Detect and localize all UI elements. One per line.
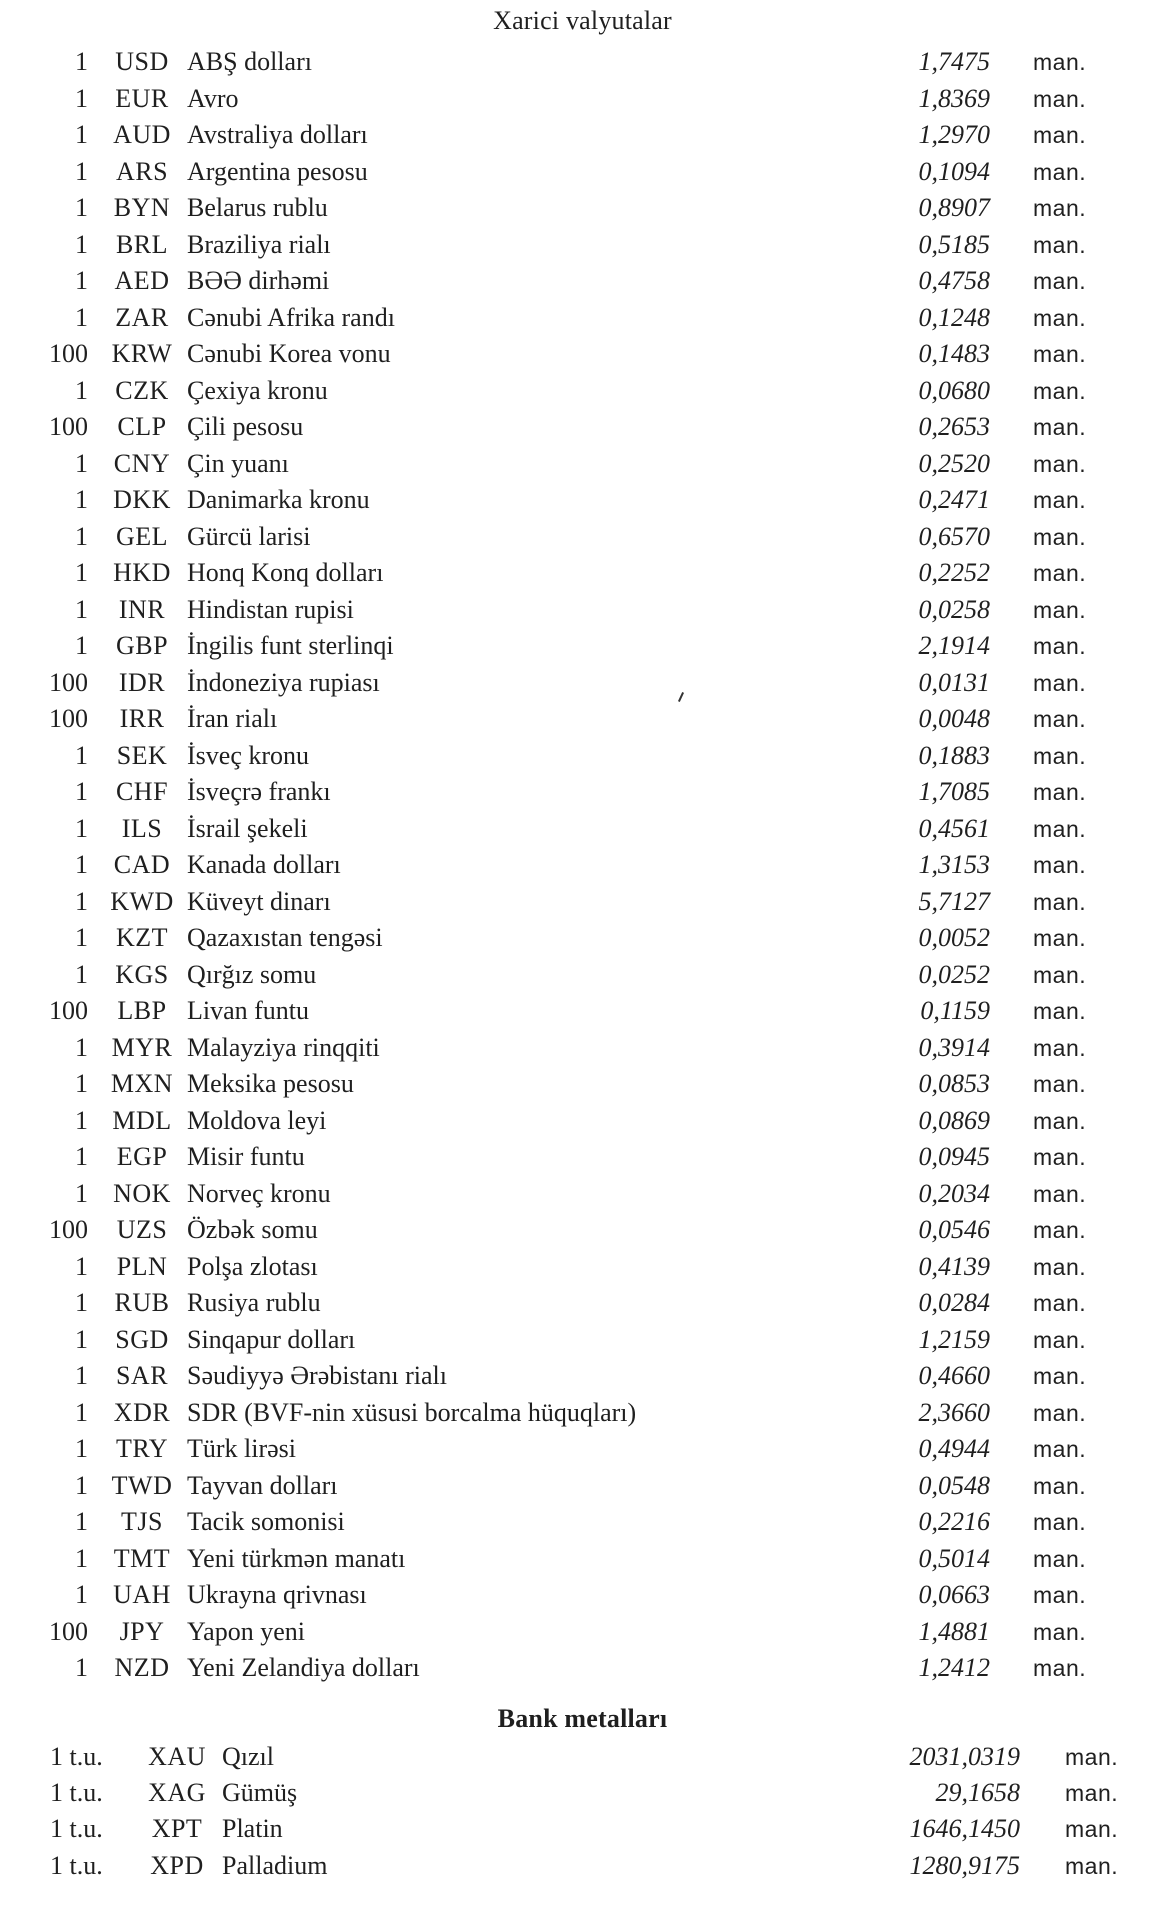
exchange-rate-cell: 2031,0319: [909, 1742, 1020, 1771]
currency-code-cell: BRL: [115, 229, 169, 259]
exchange-rate-cell: 0,0945: [918, 1142, 990, 1171]
currency-name-cell: Hindistan rupisi: [187, 594, 354, 624]
unit-cell: man.: [1033, 85, 1087, 112]
rate-row: [0, 1739, 1165, 1775]
nominal-cell: 1: [75, 777, 88, 806]
currency-code-cell: UAH: [113, 1580, 171, 1609]
nominal-cell: 100: [49, 339, 88, 368]
rate-row: [0, 774, 1165, 811]
nominal-cell: 1: [75, 302, 88, 332]
nominal-cell: 1: [75, 47, 88, 76]
currency-name-cell: Gürcü larisi: [187, 521, 311, 551]
currency-code-cell: AED: [114, 266, 170, 295]
currency-code-cell: IDR: [118, 667, 166, 697]
unit-cell: man.: [1033, 1180, 1087, 1207]
nominal-cell: 100: [49, 412, 88, 441]
currency-name-cell: İsrail şekeli: [187, 813, 308, 843]
unit-cell: man.: [1033, 815, 1087, 842]
rate-row: [0, 300, 1165, 337]
currency-name-cell: Avstraliya dolları: [187, 120, 368, 149]
currency-code-cell: IRR: [119, 704, 165, 733]
currency-code-cell: XPD: [150, 1850, 204, 1880]
currency-name-cell: Avro: [187, 83, 239, 113]
rate-row: [0, 1285, 1165, 1322]
unit-cell: man.: [1033, 1290, 1087, 1316]
currency-name-cell: Braziliya rialı: [187, 229, 331, 259]
unit-cell: man.: [1065, 1816, 1119, 1843]
currency-name-cell: Çexiya kronu: [187, 375, 328, 405]
currency-code-cell: RUB: [114, 1288, 170, 1317]
currency-code-cell: ZAR: [115, 302, 169, 332]
rate-row: [0, 592, 1165, 629]
rate-row: [0, 701, 1165, 738]
exchange-rate-cell: 1280,9175: [909, 1850, 1020, 1880]
exchange-rate-cell: 1646,1450: [909, 1814, 1020, 1844]
currency-code-cell: MXN: [110, 1069, 174, 1098]
unit-cell: man.: [1033, 1034, 1087, 1061]
exchange-rate-cell: 0,1094: [918, 156, 990, 186]
rate-row: [0, 1577, 1165, 1614]
rate-row: [0, 1811, 1165, 1847]
exchange-rate-cell: 1,2970: [918, 120, 990, 149]
exchange-rate-cell: 0,2471: [918, 485, 990, 514]
unit-cell: man.: [1033, 268, 1087, 294]
currency-code-cell: DKK: [113, 485, 171, 514]
rate-row: [0, 227, 1165, 264]
unit-cell: man.: [1033, 1107, 1087, 1134]
rate-row: [0, 1395, 1165, 1432]
rate-row: [0, 263, 1165, 300]
currency-code-cell: GEL: [115, 521, 169, 551]
currency-name-cell: Polşa zlotası: [187, 1251, 318, 1281]
currency-code-cell: HKD: [113, 558, 171, 587]
currency-name-cell: Norveç kronu: [187, 1178, 331, 1208]
currency-name-cell: Meksika pesosu: [187, 1069, 354, 1098]
rate-row: [0, 482, 1165, 519]
unit-cell: man.: [1033, 1436, 1087, 1462]
unit-cell: man.: [1033, 998, 1087, 1024]
nominal-cell: 1: [75, 266, 88, 295]
nominal-cell: 1: [75, 1361, 88, 1390]
nominal-cell: 1: [75, 1324, 88, 1354]
nominal-cell: 1: [75, 448, 88, 478]
nominal-cell: 1: [75, 1032, 88, 1062]
currency-code-cell: CAD: [113, 850, 171, 879]
nominal-cell: 1: [75, 1543, 88, 1573]
unit-cell: man.: [1033, 596, 1087, 623]
currency-name-cell: Küveyt dinarı: [187, 886, 331, 916]
currency-code-cell: PLN: [116, 1251, 168, 1281]
nominal-cell: 1: [75, 1397, 88, 1427]
currency-code-cell: EGP: [116, 1142, 168, 1171]
rate-row: [0, 336, 1165, 373]
unit-cell: man.: [1033, 888, 1087, 915]
unit-cell: man.: [1033, 1071, 1087, 1097]
nominal-cell: 1: [75, 959, 88, 989]
exchange-rate-cell: 1,7475: [918, 47, 990, 76]
nominal-cell: 1: [75, 594, 88, 624]
nominal-cell: 1: [75, 193, 88, 222]
rate-row: [0, 44, 1165, 81]
rate-row: [0, 1249, 1165, 1286]
metal-rate-list: [0, 1739, 1165, 1884]
exchange-rate-cell: 0,4561: [918, 813, 990, 843]
currency-code-cell: MYR: [111, 1032, 173, 1062]
exchange-rate-cell: 0,1248: [918, 302, 990, 332]
currency-name-cell: Çin yuanı: [187, 448, 289, 478]
currency-name-cell: İngilis funt sterlinqi: [187, 631, 394, 660]
exchange-rate-cell: 0,4660: [918, 1361, 990, 1390]
currency-name-cell: Özbək somu: [187, 1215, 318, 1244]
rate-row: [0, 81, 1165, 118]
nominal-cell: 1: [75, 1434, 88, 1463]
currency-name-cell: Cənubi Korea vonu: [187, 339, 391, 368]
rate-row: [0, 1650, 1165, 1687]
unit-cell: man.: [1065, 1852, 1119, 1879]
exchange-rate-cell: 0,0663: [918, 1580, 990, 1609]
nominal-cell: 1: [75, 229, 88, 259]
rate-row: [0, 1212, 1165, 1249]
unit-cell: man.: [1033, 341, 1087, 367]
currency-name-cell: Yapon yeni: [187, 1616, 305, 1646]
currency-name-cell: Tayvan dolları: [187, 1470, 338, 1500]
exchange-rate-cell: 5,7127: [918, 886, 990, 916]
nominal-cell: 1: [75, 375, 88, 405]
exchange-rate-cell: 0,4944: [918, 1434, 990, 1463]
rate-row: [0, 409, 1165, 446]
nominal-cell: 1: [75, 1580, 88, 1609]
unit-cell: man.: [1033, 1399, 1087, 1426]
exchange-rate-cell: 0,2520: [918, 448, 990, 478]
currency-name-cell: Türk lirəsi: [187, 1434, 297, 1463]
unit-cell: man.: [1033, 450, 1087, 477]
currency-name-cell: Gümüş: [222, 1778, 298, 1808]
unit-cell: man.: [1033, 1363, 1087, 1389]
nominal-cell: 1: [75, 120, 88, 149]
rate-row: [0, 1322, 1165, 1359]
currency-code-cell: XAG: [148, 1778, 206, 1808]
currency-name-cell: Moldova leyi: [187, 1105, 327, 1135]
rate-row: [0, 665, 1165, 702]
currency-code-cell: SEK: [116, 740, 168, 770]
unit-cell: man.: [1033, 706, 1087, 732]
currency-name-cell: BƏƏ dirhəmi: [187, 266, 330, 295]
exchange-rate-cell: 0,0853: [918, 1069, 990, 1098]
exchange-rate-cell: 0,2034: [918, 1178, 990, 1208]
exchange-rate-cell: 1,7085: [918, 777, 990, 806]
currency-code-cell: NOK: [113, 1178, 171, 1208]
currency-name-cell: Qızıl: [222, 1742, 274, 1771]
currency-name-cell: İsveç kronu: [187, 740, 310, 770]
exchange-rate-cell: 0,0048: [918, 704, 990, 733]
currency-name-cell: Ukrayna qrivnası: [187, 1580, 367, 1609]
currency-code-cell: CNY: [113, 448, 171, 478]
currency-code-cell: SGD: [115, 1324, 169, 1354]
unit-cell: man.: [1033, 669, 1087, 696]
unit-cell: man.: [1033, 742, 1087, 769]
rate-row: [0, 190, 1165, 227]
rate-row: [0, 738, 1165, 775]
currency-code-cell: KGS: [115, 959, 169, 989]
currency-code-cell: USD: [115, 47, 169, 76]
currency-code-cell: NZD: [114, 1653, 170, 1682]
currency-name-cell: İndoneziya rupiası: [187, 667, 380, 697]
currency-code-cell: KZT: [115, 923, 169, 952]
currency-name-cell: Platin: [222, 1814, 283, 1844]
unit-cell: man.: [1033, 158, 1087, 185]
exchange-rate-cell: 0,4139: [918, 1251, 990, 1281]
nominal-cell: 1: [75, 521, 88, 551]
unit-cell: man.: [1033, 1582, 1087, 1608]
exchange-rate-cell: 0,2252: [918, 558, 990, 587]
nominal-cell: 1: [75, 1470, 88, 1500]
unit-cell: man.: [1033, 1472, 1087, 1499]
nominal-cell: 1: [75, 631, 88, 660]
currency-name-cell: Kanada dolları: [187, 850, 341, 879]
nominal-cell: 1 t.u.: [50, 1814, 103, 1844]
nominal-cell: 1: [75, 485, 88, 514]
currency-name-cell: Səudiyyə Ərəbistanı rialı: [187, 1361, 447, 1390]
unit-cell: man.: [1033, 231, 1087, 258]
nominal-cell: 1: [75, 83, 88, 113]
nominal-cell: 100: [49, 667, 88, 697]
rate-row: [0, 993, 1165, 1030]
nominal-cell: 1: [75, 923, 88, 952]
currency-code-cell: BYN: [113, 193, 171, 222]
nominal-cell: 1: [75, 156, 88, 186]
exchange-rate-cell: 0,0252: [918, 959, 990, 989]
metals-section-title: Bank metalları: [497, 1704, 668, 1733]
currency-name-cell: Rusiya rublu: [187, 1288, 321, 1317]
rate-row: [0, 555, 1165, 592]
nominal-cell: 1 t.u.: [50, 1850, 103, 1880]
exchange-rate-cell: 0,1483: [918, 339, 990, 368]
currency-code-cell: SAR: [115, 1361, 169, 1390]
unit-cell: man.: [1033, 1326, 1087, 1353]
exchange-rate-cell: 1,8369: [918, 83, 990, 113]
currency-name-cell: SDR (BVF-nin xüsusi borcalma hüquqları): [187, 1397, 637, 1427]
rate-row: [0, 1176, 1165, 1213]
currency-code-cell: KRW: [111, 339, 173, 368]
unit-cell: man.: [1033, 961, 1087, 988]
exchange-rate-cell: 0,0284: [918, 1288, 990, 1317]
exchange-rate-cell: 1,4881: [918, 1616, 990, 1646]
currency-code-cell: XPT: [151, 1814, 203, 1844]
currency-code-cell: MDL: [112, 1105, 172, 1135]
currency-code-cell: TJS: [121, 1507, 163, 1536]
currency-name-cell: İran rialı: [187, 704, 278, 733]
exchange-rate-cell: 2,1914: [918, 631, 990, 660]
rate-row: [0, 1614, 1165, 1651]
currency-name-cell: Qırğız somu: [187, 959, 317, 989]
currency-name-cell: Misir funtu: [187, 1142, 305, 1171]
unit-cell: man.: [1033, 852, 1087, 878]
currency-name-cell: Sinqapur dolları: [187, 1324, 356, 1354]
nominal-cell: 100: [49, 1616, 88, 1646]
currency-code-cell: CHF: [115, 777, 169, 806]
rate-row: [0, 1775, 1165, 1811]
currency-name-cell: İsveçrə frankı: [187, 777, 331, 806]
currency-code-cell: JPY: [119, 1616, 165, 1646]
exchange-rate-cell: 0,3914: [918, 1032, 990, 1062]
unit-cell: man.: [1033, 1509, 1087, 1535]
rate-row: [0, 519, 1165, 556]
rate-row: [0, 1468, 1165, 1505]
nominal-cell: 1 t.u.: [50, 1778, 103, 1808]
rate-row: [0, 884, 1165, 921]
nominal-cell: 1: [75, 1251, 88, 1281]
currency-name-cell: Argentina pesosu: [187, 156, 368, 186]
unit-cell: man.: [1033, 1253, 1087, 1280]
nominal-cell: 1: [75, 1653, 88, 1682]
rate-row: [0, 373, 1165, 410]
currency-name-cell: Çili pesosu: [187, 412, 304, 441]
rate-row: [0, 628, 1165, 665]
currency-rate-list: [0, 44, 1165, 1687]
rate-row: [0, 1066, 1165, 1103]
currency-code-cell: AUD: [113, 120, 171, 149]
nominal-cell: 100: [49, 996, 88, 1025]
rate-row: [0, 847, 1165, 884]
exchange-rate-cell: 0,0258: [918, 594, 990, 624]
unit-cell: man.: [1033, 1545, 1087, 1572]
currency-code-cell: ARS: [115, 156, 169, 186]
unit-cell: man.: [1033, 779, 1087, 805]
rate-row: [0, 1504, 1165, 1541]
rate-row: [0, 1541, 1165, 1578]
currency-code-cell: INR: [118, 594, 166, 624]
unit-cell: man.: [1033, 523, 1087, 550]
exchange-rate-cell: 0,8907: [918, 193, 990, 222]
exchange-rate-cell: 0,0869: [918, 1105, 990, 1135]
exchange-rate-cell: 0,2653: [918, 412, 990, 441]
currency-code-cell: CZK: [115, 375, 169, 405]
exchange-rate-cell: 1,2159: [918, 1324, 990, 1354]
rate-row: [0, 1139, 1165, 1176]
nominal-cell: 1: [75, 558, 88, 587]
unit-cell: man.: [1033, 414, 1087, 440]
currency-code-cell: KWD: [110, 886, 174, 916]
exchange-rate-cell: 0,0052: [918, 923, 990, 952]
exchange-rate-cell: 0,4758: [918, 266, 990, 295]
nominal-cell: 1: [75, 1288, 88, 1317]
rate-row: [0, 1848, 1165, 1884]
currency-name-cell: Yeni Zelandiya dolları: [187, 1653, 420, 1682]
currency-name-cell: Palladium: [222, 1850, 328, 1880]
nominal-cell: 1: [75, 1069, 88, 1098]
exchange-rate-cell: 0,1883: [918, 740, 990, 770]
unit-cell: man.: [1033, 633, 1087, 659]
currency-code-cell: TRY: [115, 1434, 169, 1463]
currency-name-cell: Belarus rublu: [187, 193, 328, 222]
exchange-rate-cell: 0,1159: [920, 996, 990, 1025]
currency-code-cell: CLP: [117, 412, 167, 441]
rate-row: [0, 920, 1165, 957]
rate-row: [0, 154, 1165, 191]
rate-row: [0, 811, 1165, 848]
currency-name-cell: Tacik somonisi: [187, 1507, 345, 1536]
unit-cell: man.: [1033, 304, 1087, 331]
exchange-rate-cell: 0,0546: [918, 1215, 990, 1244]
currency-code-cell: TMT: [113, 1543, 171, 1573]
nominal-cell: 1: [75, 1105, 88, 1135]
exchange-rate-cell: 0,5185: [918, 229, 990, 259]
unit-cell: man.: [1033, 195, 1087, 221]
nominal-cell: 1: [75, 813, 88, 843]
unit-cell: man.: [1033, 487, 1087, 513]
currency-code-cell: GBP: [115, 631, 169, 660]
nominal-cell: 1: [75, 850, 88, 879]
exchange-rate-cell: 1,3153: [918, 850, 990, 879]
currency-name-cell: Qazaxıstan tengəsi: [187, 923, 383, 952]
currency-name-cell: Livan funtu: [187, 996, 310, 1025]
currency-name-cell: Malayziya rinqqiti: [187, 1032, 380, 1062]
exchange-rate-cell: 2,3660: [918, 1397, 990, 1427]
nominal-cell: 100: [49, 1215, 88, 1244]
currency-code-cell: TWD: [111, 1470, 173, 1500]
nominal-cell: 1: [75, 886, 88, 916]
currency-name-cell: ABŞ dolları: [187, 47, 312, 76]
rate-row: [0, 446, 1165, 483]
exchange-rate-cell: 0,0131: [918, 667, 990, 697]
exchange-rate-cell: 0,6570: [918, 521, 990, 551]
currency-code-cell: XDR: [113, 1397, 171, 1427]
unit-cell: man.: [1033, 560, 1087, 586]
unit-cell: man.: [1065, 1744, 1119, 1770]
nominal-cell: 1: [75, 1142, 88, 1171]
exchange-rate-cell: 1,2412: [918, 1653, 990, 1682]
unit-cell: man.: [1033, 1618, 1087, 1645]
unit-cell: man.: [1065, 1780, 1119, 1807]
exchange-rate-cell: 0,0548: [918, 1470, 990, 1500]
currency-code-cell: ILS: [121, 813, 163, 843]
exchange-rate-cell: 0,5014: [918, 1543, 990, 1573]
unit-cell: man.: [1033, 377, 1087, 404]
unit-cell: man.: [1033, 1217, 1087, 1243]
exchange-rate-cell: 29,1658: [935, 1778, 1020, 1808]
nominal-cell: 1 t.u.: [50, 1742, 103, 1771]
rate-row: [0, 117, 1165, 154]
unit-cell: man.: [1033, 49, 1087, 75]
rate-row: [0, 1030, 1165, 1067]
currencies-section-title: Xarici valyutalar: [493, 6, 672, 35]
currency-name-cell: Honq Konq dolları: [187, 558, 384, 587]
currency-name-cell: Yeni türkmən manatı: [187, 1543, 406, 1573]
nominal-cell: 100: [49, 704, 88, 733]
currency-name-cell: Cənubi Afrika randı: [187, 302, 395, 332]
unit-cell: man.: [1033, 1655, 1087, 1681]
currency-code-cell: EUR: [115, 83, 169, 113]
nominal-cell: 1: [75, 1178, 88, 1208]
nominal-cell: 1: [75, 740, 88, 770]
currency-code-cell: LBP: [117, 996, 167, 1025]
unit-cell: man.: [1033, 122, 1087, 148]
nominal-cell: 1: [75, 1507, 88, 1536]
unit-cell: man.: [1033, 925, 1087, 951]
rate-row: [0, 1358, 1165, 1395]
exchange-rate-cell: 0,2216: [918, 1507, 990, 1536]
unit-cell: man.: [1033, 1144, 1087, 1170]
currency-code-cell: UZS: [116, 1215, 168, 1244]
rate-row: [0, 1103, 1165, 1140]
exchange-rate-cell: 0,0680: [918, 375, 990, 405]
currency-code-cell: XAU: [148, 1742, 206, 1771]
rate-row: [0, 957, 1165, 994]
rate-row: [0, 1431, 1165, 1468]
currency-name-cell: Danimarka kronu: [187, 485, 370, 514]
